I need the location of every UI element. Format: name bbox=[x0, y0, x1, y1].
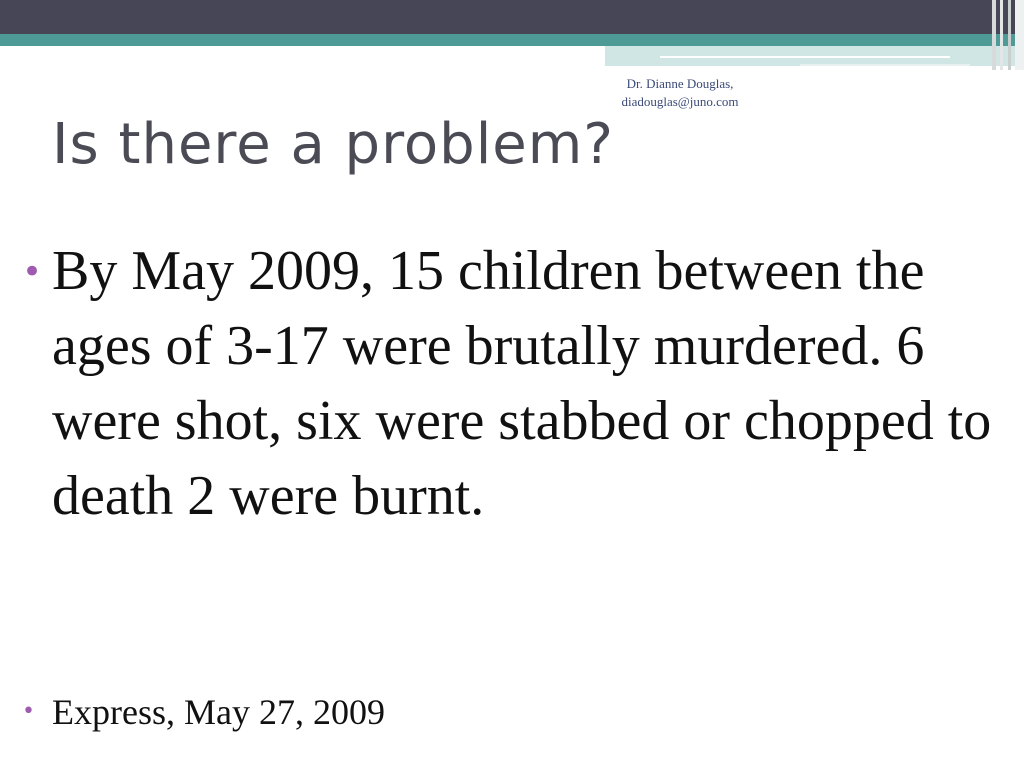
banner-stripe bbox=[1000, 0, 1003, 70]
bullet-text: By May 2009, 15 children between the ages of 3-17 were brutally murdered. 6 were shot, six were stabbed or chopped to death 2 were burnt. bbox=[52, 240, 992, 527]
banner-line bbox=[800, 64, 970, 66]
top-banner-accent bbox=[0, 34, 1024, 46]
bullet-icon: • bbox=[22, 699, 35, 724]
bullet-item-source bbox=[22, 690, 385, 734]
author-name: Dr. Dianne Douglas, bbox=[626, 76, 734, 91]
banner-divider bbox=[0, 46, 605, 50]
bullet-item bbox=[22, 234, 1012, 534]
bullet-icon: • bbox=[22, 252, 43, 292]
source-citation: Express, May 27, 2009 bbox=[52, 692, 385, 732]
top-banner bbox=[0, 0, 1024, 34]
banner-stripe bbox=[992, 0, 996, 70]
banner-line bbox=[660, 56, 950, 58]
author-email: diadouglas@juno.com bbox=[621, 94, 739, 109]
author-credit bbox=[600, 75, 760, 111]
banner-stripe bbox=[1008, 0, 1011, 70]
slide-title: Is there a problem? bbox=[52, 112, 614, 177]
banner-stripe bbox=[1015, 0, 1024, 70]
